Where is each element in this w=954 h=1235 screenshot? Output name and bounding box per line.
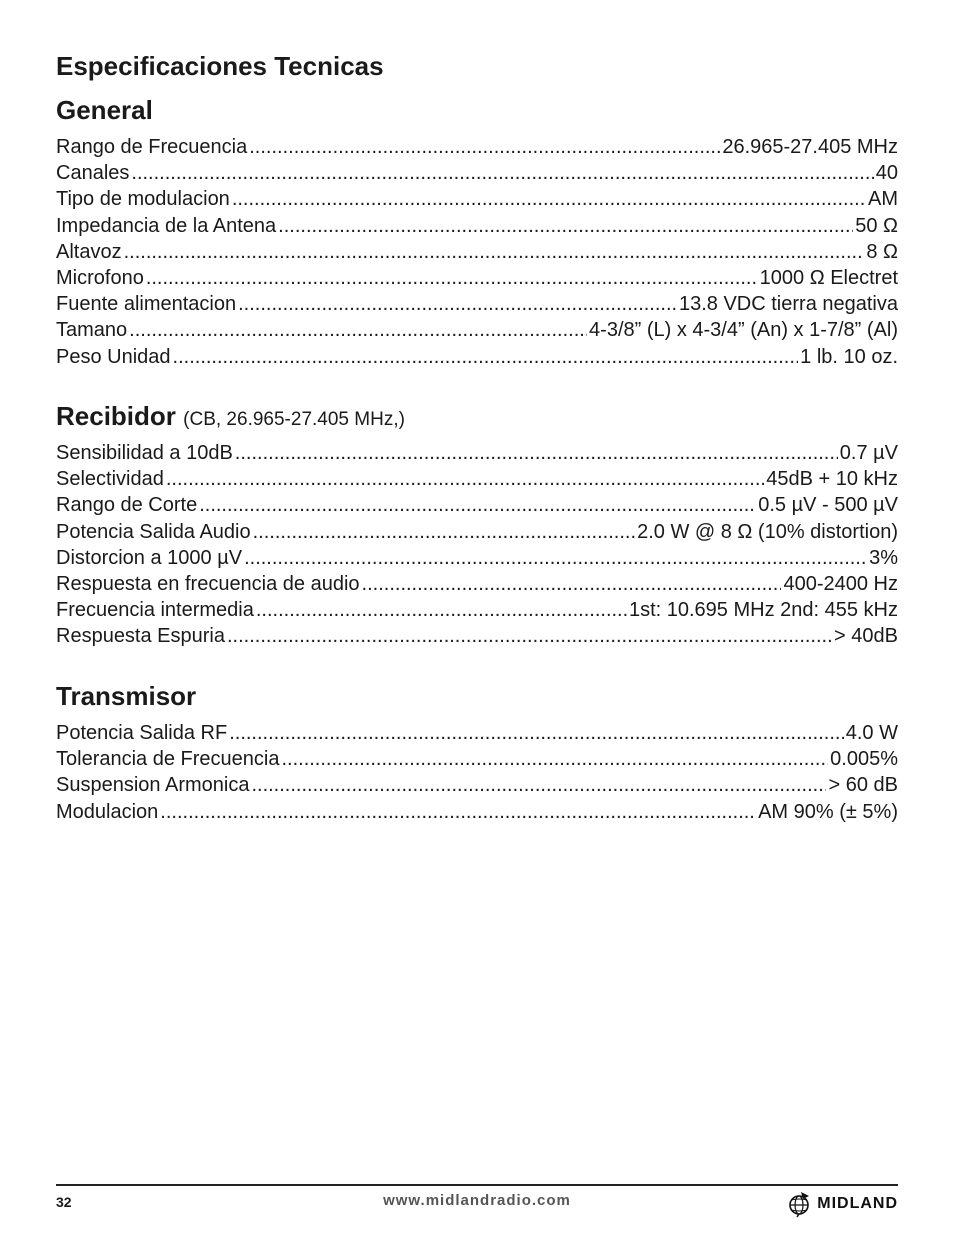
dot-leader [146,265,758,291]
section-heading-transmisor: Transmisor [56,681,197,711]
spec-list-recibidor [56,440,898,650]
midland-logo [787,1190,898,1218]
section-heading-recibidor [56,400,898,440]
spec-label: Potencia Salida RF [56,722,228,744]
spec-row [56,239,898,265]
globe-logo-icon [787,1190,813,1218]
footer-url-link[interactable]: www.midlandradio.com [383,1192,571,1209]
spec-row [56,519,898,545]
section-general [56,94,898,370]
spec-label: Distorcion a 1000 µV [56,546,243,569]
dot-leader [278,213,853,239]
dot-leader [238,291,677,317]
page-footer [56,1184,898,1226]
spec-row [56,186,898,212]
spec-value: > 40dB [834,625,898,648]
spec-value: 0.7 µV [839,442,898,464]
spec-value: 26.965-27.405 MHz [722,136,898,158]
spec-value: 400-2400 Hz [783,572,898,595]
spec-label: Rango de Corte [56,494,198,517]
spec-value: 13.8 VDC tierra negativa [678,293,898,316]
dot-leader [256,597,627,623]
spec-label: Altavoz [56,240,122,263]
spec-list-general [56,134,898,370]
spec-row [56,440,898,466]
spec-value: 50 Ω [855,214,898,237]
dot-leader [235,440,838,466]
page-number: 32 [56,1194,72,1210]
spec-row [56,317,898,343]
spec-value: 4.0 W [845,722,898,744]
spec-row [56,746,898,772]
spec-row [56,213,898,239]
dot-leader [249,134,720,160]
spec-label: Potencia Salida Audio [56,520,251,543]
spec-label: Tipo de modulacion [56,188,230,211]
dot-leader [244,545,867,571]
spec-label: Selectividad [56,468,164,491]
spec-value: > 60 dB [828,774,898,797]
dot-leader [251,772,826,798]
spec-row [56,291,898,317]
spec-label: Sensibilidad a 10dB [56,442,233,464]
spec-value: 3% [869,546,898,569]
spec-list-transmisor [56,720,898,825]
spec-row [56,160,898,186]
spec-label: Fuente alimentacion [56,293,237,316]
spec-label: Respuesta Espuria [56,625,225,648]
spec-value: 1st: 10.695 MHz 2nd: 455 kHz [628,599,898,622]
dot-leader [232,186,866,212]
dot-leader [227,623,832,649]
spec-value: AM 90% (± 5%) [758,800,898,823]
spec-label: Rango de Frecuencia [56,136,248,158]
spec-row [56,265,898,291]
dot-leader [124,239,865,265]
spec-row [56,344,898,370]
spec-value: AM [868,188,898,211]
spec-value: 1 lb. 10 oz. [800,345,898,368]
spec-row [56,772,898,798]
page-title: Especificaciones Tecnicas [56,51,384,81]
brand-name: MIDLAND [817,1195,898,1212]
spec-value: 2.0 W @ 8 Ω (10% distortion) [637,520,898,543]
heading-recibidor-text: Recibidor [56,401,176,431]
spec-label: Tamano [56,319,128,342]
spec-row [56,134,898,160]
dot-leader [229,720,844,746]
spec-value: 8 Ω [866,240,898,263]
dot-leader [199,492,756,518]
dot-leader [166,466,764,492]
dot-leader [160,799,756,825]
spec-label: Frecuencia intermedia [56,599,254,622]
spec-label: Microfono [56,266,144,289]
spec-row [56,492,898,518]
spec-value: 4-3/8” (L) x 4-3/4” (An) x 1-7/8” (Al) [589,319,898,342]
spec-label: Suspension Armonica [56,774,250,797]
dot-leader [131,160,873,186]
spec-row [56,623,898,649]
spec-row [56,545,898,571]
spec-row [56,571,898,597]
spec-value: 0.005% [830,748,898,771]
spec-label: Peso Unidad [56,345,171,368]
spec-label: Tolerancia de Frecuencia [56,748,280,771]
spec-row [56,597,898,623]
dot-leader [129,317,587,343]
spec-label: Impedancia de la Antena [56,214,277,237]
spec-value: 40 [875,162,898,185]
spec-row [56,799,898,825]
spec-label: Modulacion [56,800,159,823]
section-recibidor [56,400,898,650]
section-transmisor [56,680,898,825]
heading-recibidor-sub: (CB, 26.965-27.405 MHz,) [183,409,405,430]
section-heading-general: General [56,95,153,125]
spec-value: 45dB + 10 kHz [766,468,898,491]
spec-row [56,466,898,492]
dot-leader [173,344,799,370]
dot-leader [253,519,636,545]
dot-leader [281,746,828,772]
spec-label: Canales [56,162,130,185]
spec-label: Respuesta en frecuencia de audio [56,572,360,595]
spec-value: 0.5 µV - 500 µV [758,494,898,517]
dot-leader [362,571,782,597]
spec-value: 1000 Ω Electret [759,266,898,289]
spec-row [56,720,898,746]
